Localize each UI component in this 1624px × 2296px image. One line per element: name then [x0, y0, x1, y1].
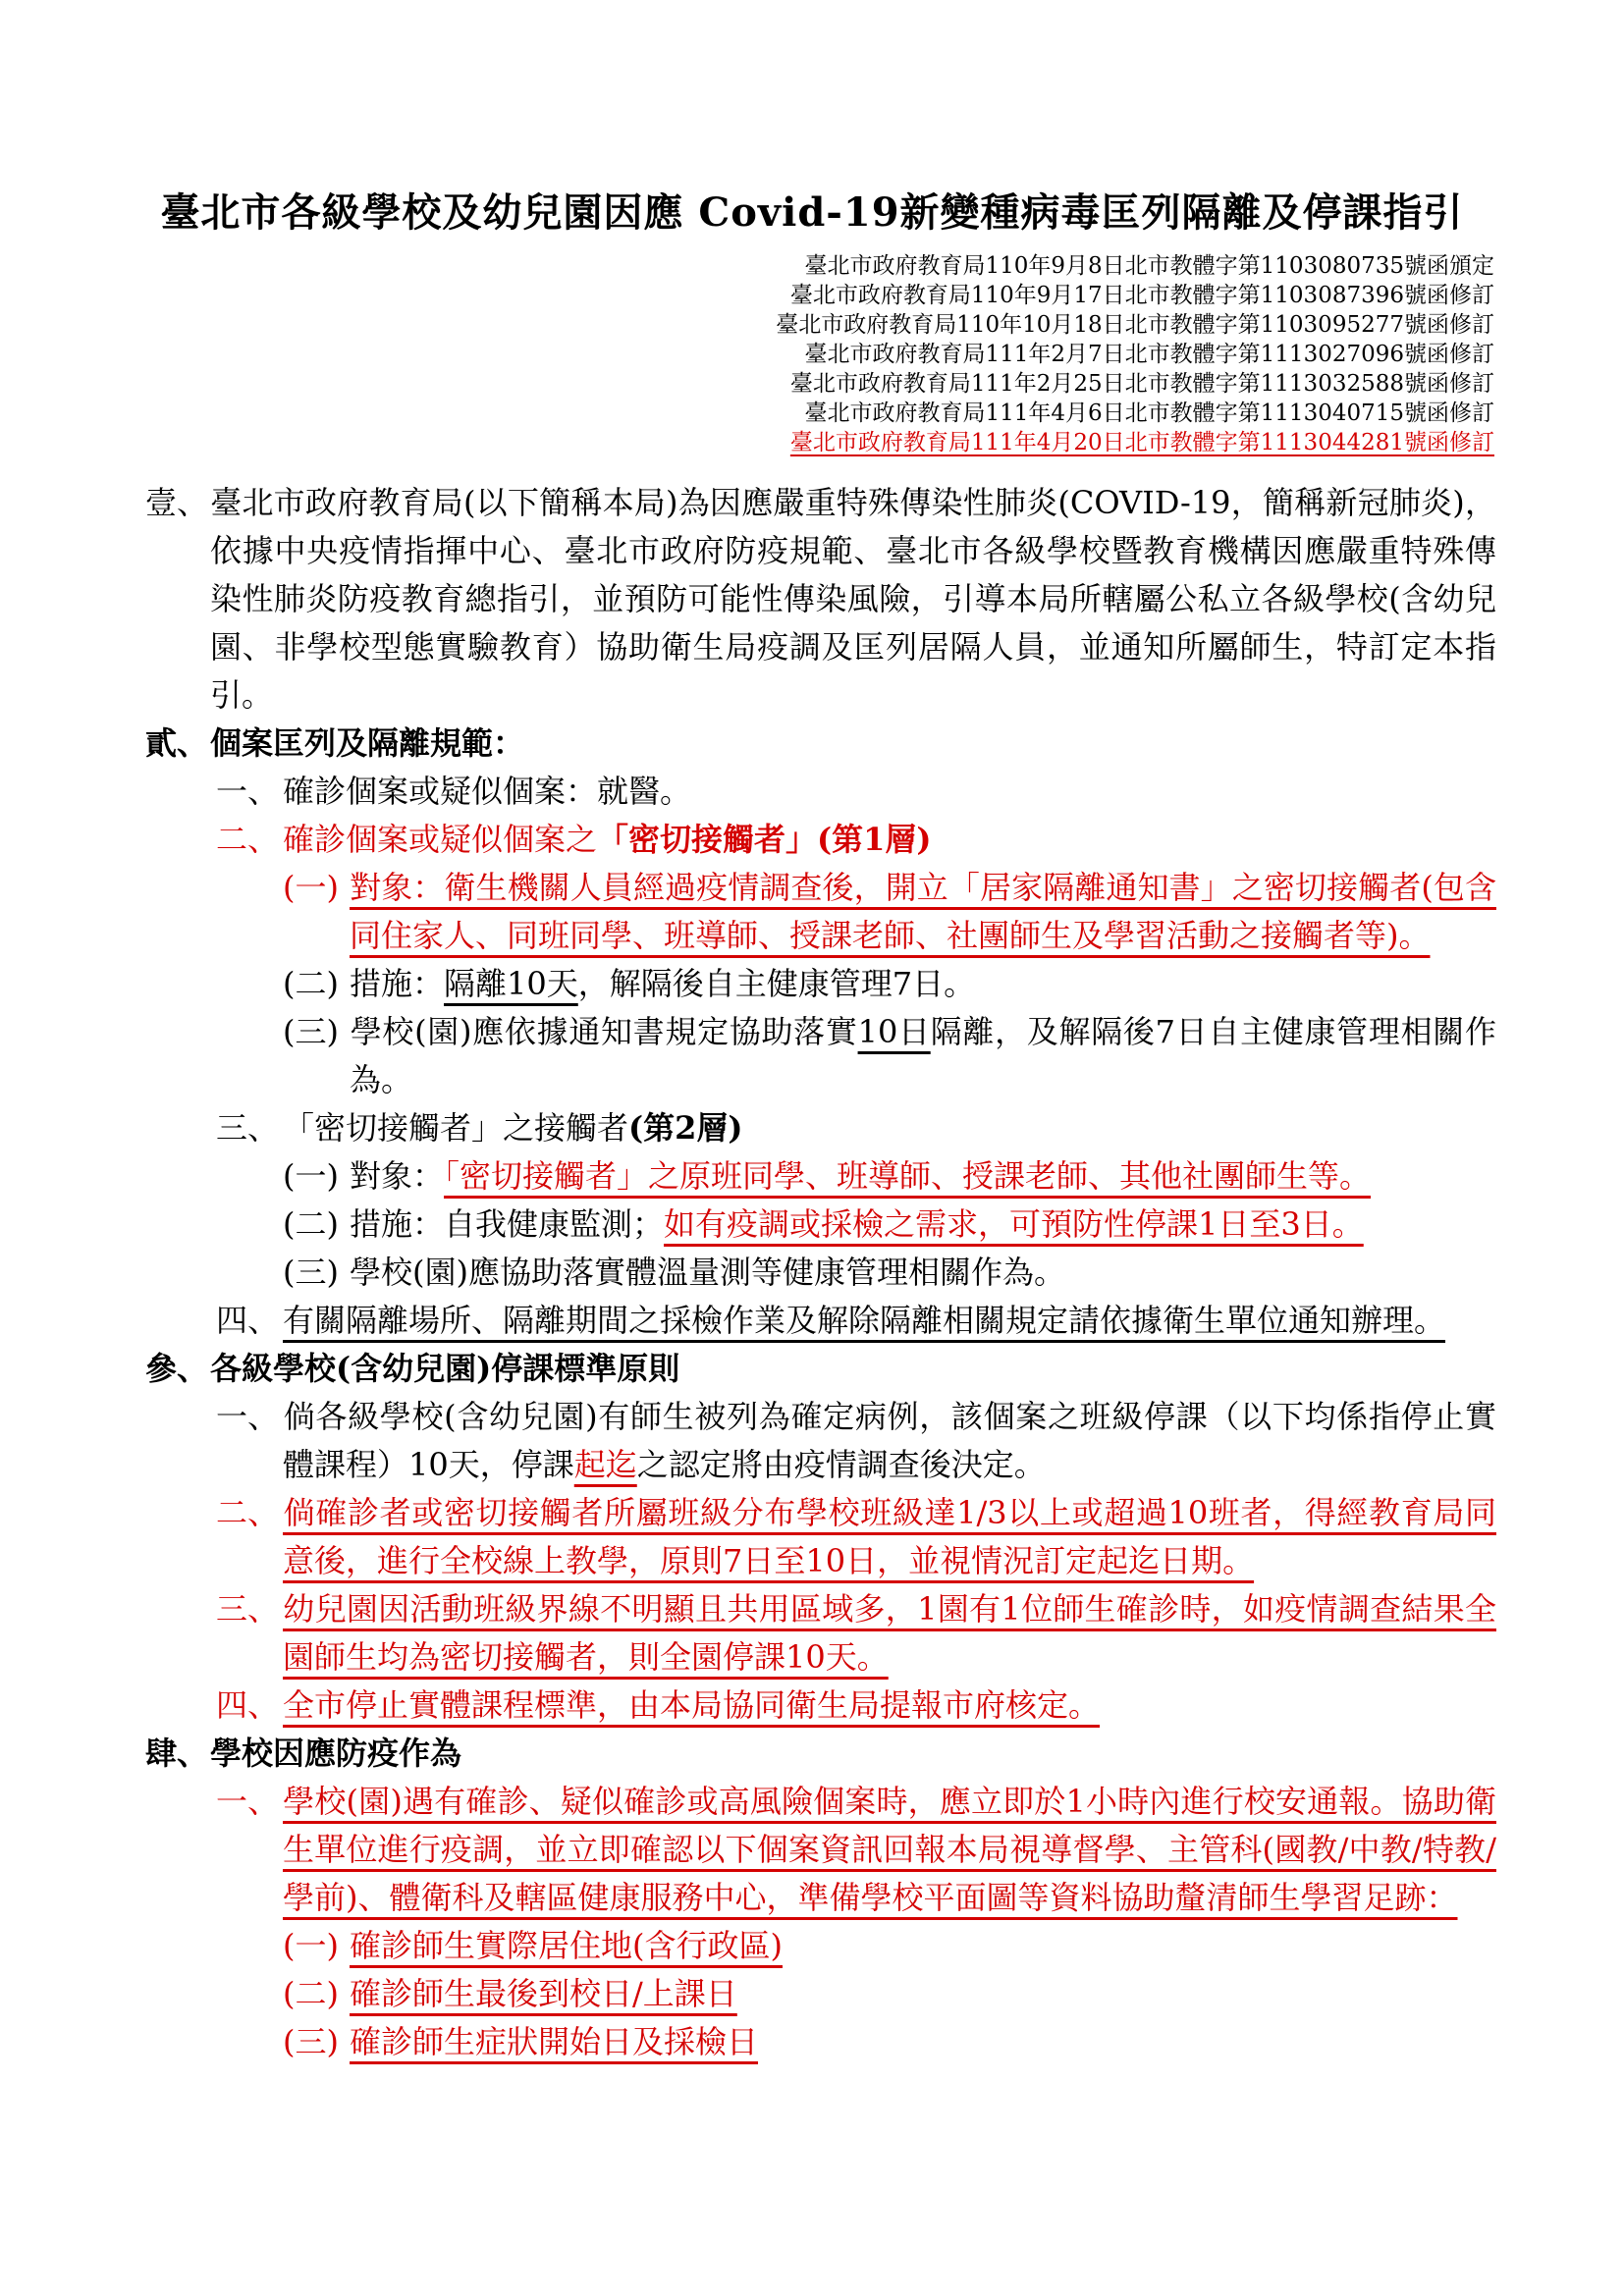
item-text-underlined: 起迄 — [573, 1446, 637, 1483]
revision-line: 臺北市政府教育局111年2月7日北市教體字第1113027096號函修訂 — [804, 342, 1494, 367]
section-4-heading-text: 學校因應防疫作為 — [210, 1735, 462, 1772]
section-3-item-2 — [145, 1489, 1496, 1585]
item-label: 三、 — [216, 1109, 280, 1147]
section-2-item-3 — [145, 1104, 1496, 1152]
item-label: (三) — [283, 1013, 339, 1050]
item-label: 二、 — [216, 821, 280, 858]
item-text: 確診個案或疑似個案：就醫。 — [283, 773, 692, 810]
item-text-underlined: 有關隔離場所、隔離期間之採檢作業及解除隔離相關規定請依據衛生單位通知辦理。 — [283, 1302, 1446, 1339]
item-text: 隔離，及解隔後7日自主健康管理相關作為。 — [350, 1013, 1496, 1098]
section-4-item-1-sub-1 — [145, 1922, 1496, 1970]
section-2-item-3-sub-1 — [145, 1152, 1496, 1201]
section-1-paragraph — [145, 479, 1496, 720]
section-2-item-2 — [145, 816, 1496, 864]
document-body — [0, 479, 1624, 2066]
section-3-heading — [145, 1345, 1496, 1393]
item-text: 確診個案或疑似個案之 — [283, 821, 598, 858]
item-label: 一、 — [216, 773, 280, 810]
revision-line: 臺北市政府教育局111年2月25日北市教體字第1113032588號函修訂 — [789, 371, 1494, 397]
section-3-item-3 — [145, 1585, 1496, 1682]
item-text: 學校(園)應協助落實體溫量測等健康管理相關作為。 — [350, 1254, 1065, 1291]
item-text: 倘各級學校(含幼兒園)有師生被列為確定病例，該個案之班級停課（以下均係指停止實體課程）10天，停課 — [283, 1398, 1496, 1483]
item-text-underlined: 學校(園)遇有確診、疑似確診或高風險個案時，應立即於1小時內進行校安通報。協助衛生單位進行疫調，並立即確認以下個案資訊回報本局視導督學、主管科(國教/中教/特教/學前)、體衛科及轄區健康服務中心，準備學校平面圖等資料協助釐清師生學習足跡： — [283, 1783, 1496, 1916]
section-4-label: 肆、 — [145, 1735, 209, 1772]
item-text: 措施： — [350, 965, 445, 1002]
item-text-underlined: 確診師生最後到校日/上課日 — [350, 1975, 737, 2012]
section-2-item-2-sub-1 — [145, 864, 1496, 960]
section-2-item-2-sub-3 — [145, 1008, 1496, 1104]
revision-line: 臺北市政府教育局110年10月18日北市教體字第1103095277號函修訂 — [776, 312, 1494, 338]
item-label: (一) — [283, 1927, 339, 1964]
item-label: (一) — [283, 1157, 339, 1195]
item-text-underlined: 對象：衛生機關人員經過疫情調查後，開立「居家隔離通知書」之密切接觸者(包含同住家人、同班同學、班導師、授課老師、社團師生及學習活動之接觸者等)。 — [350, 869, 1496, 954]
revision-line: 臺北市政府教育局111年4月6日北市教體字第1113040715號函修訂 — [804, 400, 1494, 426]
section-3-item-1 — [145, 1393, 1496, 1489]
item-text: 學校(園)應依據通知書規定協助落實 — [350, 1013, 858, 1050]
document-title: 臺北市各級學校及幼兒園因應 Covid-19新變種病毒匡列隔離及停課指引 — [160, 189, 1464, 236]
section-4-item-1-sub-3 — [145, 2018, 1496, 2066]
item-label: 四、 — [216, 1686, 280, 1724]
section-2-item-2-sub-2 — [145, 960, 1496, 1008]
item-text-underlined: 如有疫調或採檢之需求，可預防性停課1日至3日。 — [664, 1205, 1364, 1243]
item-label: (一) — [283, 869, 339, 906]
item-label: (二) — [283, 965, 339, 1002]
section-2-item-3-sub-2 — [145, 1201, 1496, 1249]
item-text: ，解隔後自主健康管理7日。 — [577, 965, 976, 1002]
section-1-label: 壹、 — [145, 484, 209, 521]
section-4-item-1-sub-2 — [145, 1970, 1496, 2018]
item-text-underlined: 10日 — [857, 1013, 931, 1050]
section-4-item-1 — [145, 1778, 1496, 1922]
section-3-label: 參、 — [145, 1350, 209, 1387]
section-2-item-1 — [145, 768, 1496, 816]
revision-line-latest: 臺北市政府教育局111年4月20日北市教體字第1113044281號函修訂 — [789, 430, 1494, 455]
item-label: 四、 — [216, 1302, 280, 1339]
section-4-heading — [145, 1730, 1496, 1778]
item-label: 二、 — [216, 1494, 280, 1531]
item-text-underlined: 全市停止實體課程標準，由本局協同衛生局提報市府核定。 — [283, 1686, 1101, 1724]
item-text-underlined: 「密切接觸者」之原班同學、班導師、授課老師、其他社團師生等。 — [444, 1157, 1372, 1195]
item-label: 三、 — [216, 1590, 280, 1628]
item-text: 之認定將由疫情調查後決定。 — [636, 1446, 1046, 1483]
section-2-heading-text: 個案匡列及隔離規範： — [210, 724, 525, 762]
item-text-underlined: 隔離10天 — [444, 965, 578, 1002]
item-label: (三) — [283, 1254, 339, 1291]
item-text-underlined: 幼兒園因活動班級界線不明顯且共用區域多，1園有1位師生確診時，如疫情調查結果全園師生均為密切接觸者，則全園停課10天。 — [283, 1590, 1496, 1676]
item-label: 一、 — [216, 1398, 280, 1435]
section-2-item-4 — [145, 1297, 1496, 1345]
item-label: (三) — [283, 2023, 339, 2060]
item-label: 一、 — [216, 1783, 280, 1820]
section-2-heading — [145, 720, 1496, 768]
section-2-label: 貳、 — [145, 724, 209, 762]
item-text: 對象： — [350, 1157, 445, 1195]
section-3-heading-text: 各級學校(含幼兒園)停課標準原則 — [210, 1350, 680, 1387]
section-1-text: 臺北市政府教育局(以下簡稱本局)為因應嚴重特殊傳染性肺炎(COVID-19，簡稱新冠肺炎)，依據中央疫情指揮中心、臺北市政府防疫規範、臺北市各級學校暨教育機構因應嚴重特殊傳染性肺炎防疫教育總指引，並預防可能性傳染風險，引導本局所轄屬公私立各級學校(含幼兒園、非學校型態實驗教育）協助衛生局疫調及匡列居隔人員，並通知所屬師生，特訂定本指引。 — [210, 484, 1496, 714]
item-text-underlined: 確診師生實際居住地(含行政區) — [350, 1927, 783, 1964]
item-label: (二) — [283, 1975, 339, 2012]
item-text-bold: (第2層) — [628, 1109, 743, 1147]
item-label: (二) — [283, 1205, 339, 1243]
item-text: 措施：自我健康監測； — [350, 1205, 665, 1243]
item-text: 「密切接觸者」之接觸者 — [283, 1109, 629, 1147]
revision-line: 臺北市政府教育局110年9月8日北市教體字第1103080735號函頒定 — [804, 253, 1494, 279]
revision-history — [0, 251, 1624, 457]
revision-line: 臺北市政府教育局110年9月17日北市教體字第1103087396號函修訂 — [789, 283, 1494, 308]
item-text-underlined: 倘確診者或密切接觸者所屬班級分布學校班級達1/3以上或超過10班者，得經教育局同意後，進行全校線上教學，原則7日至10日，並視情況訂定起迄日期。 — [283, 1494, 1496, 1579]
item-text-bold: 「密切接觸者」(第1層) — [597, 821, 932, 858]
section-3-item-4 — [145, 1682, 1496, 1730]
section-2-item-3-sub-3 — [145, 1249, 1496, 1297]
item-text-underlined: 確診師生症狀開始日及採檢日 — [350, 2023, 759, 2060]
